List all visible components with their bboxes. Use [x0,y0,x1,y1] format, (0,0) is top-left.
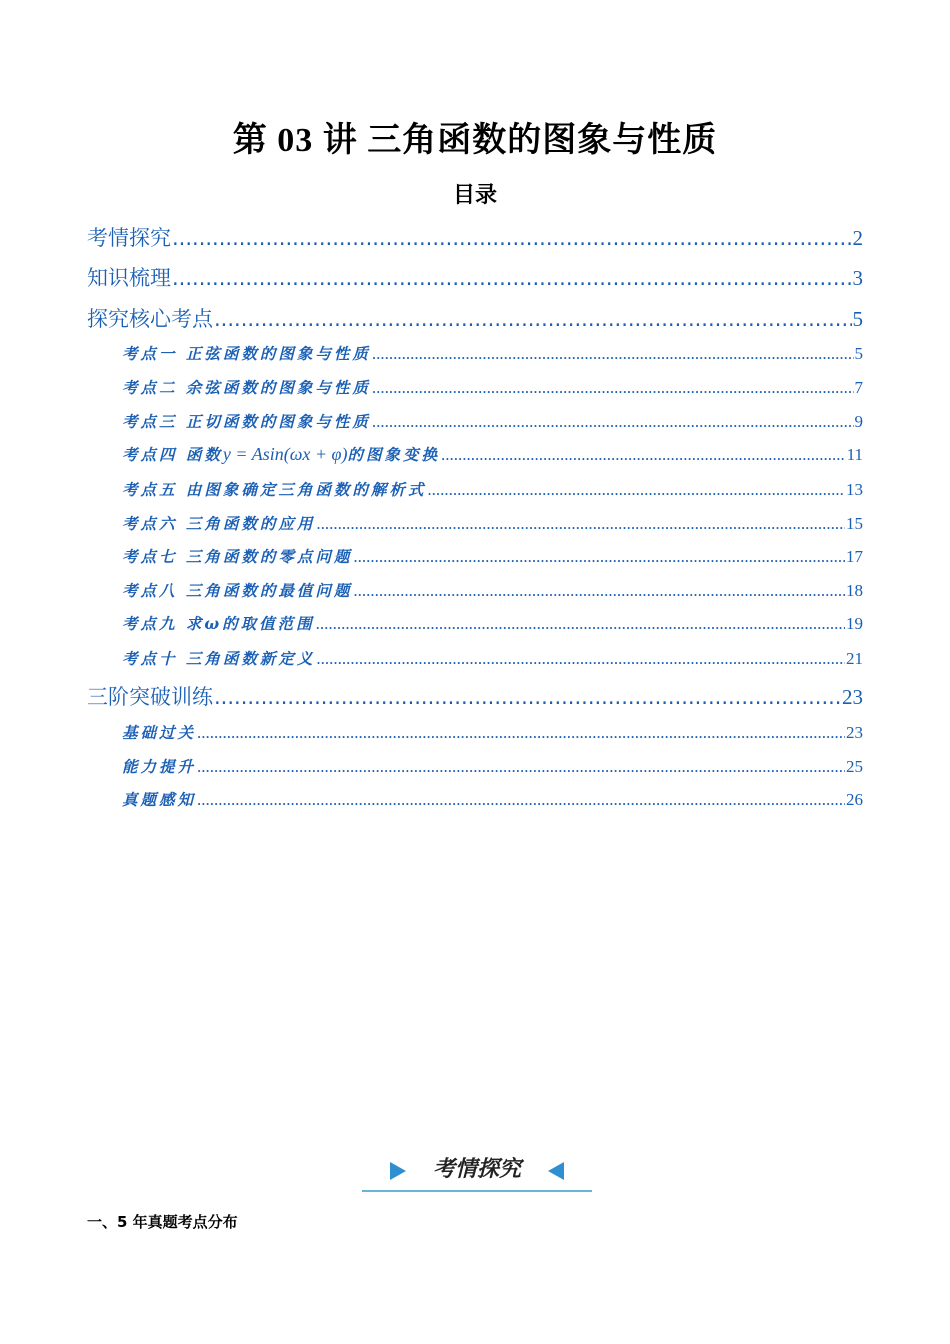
toc-item-kaodian-6[interactable] [122,512,863,534]
triangle-left-icon [548,1162,564,1180]
toc-item-sanjie[interactable] [87,681,863,711]
toc-heading: 目录 [452,182,497,207]
toc-leader [427,480,845,500]
toc-leader [353,547,845,567]
toc-leader [172,266,852,290]
toc-leader [353,581,845,601]
toc-item-page: 19 [846,614,863,633]
toc-leader [441,445,846,465]
toc-item-page: 21 [846,649,863,668]
toc-item-kaodian-4[interactable] [122,443,863,465]
toc-item-tanjiu[interactable] [87,303,863,333]
toc-item-page: 18 [846,581,863,600]
toc-leader [372,378,854,398]
toc-leader [316,514,845,534]
toc-item-nengli[interactable] [122,755,863,777]
toc-item-label-pre: 考点四 函数 [122,445,223,464]
section-heading: 一、5 年真题考点分布 [87,1213,238,1231]
toc-item-label: 考点六 三角函数的应用 [122,514,316,533]
toc-item-kaodian-2[interactable] [122,376,863,398]
toc-leader [197,723,845,743]
toc-item-label: 考情探究 [87,226,171,250]
toc-item-kaodian-1[interactable] [122,342,863,364]
toc-leader [372,344,854,364]
toc-item-page: 7 [854,378,863,397]
toc-leader [214,685,841,709]
toc-item-page: 26 [846,790,863,809]
toc-item-label-post: 的图象变换 [347,445,441,464]
toc-leader [197,790,845,810]
toc-item-zhenti[interactable] [122,788,863,810]
toc-item-page: 15 [846,514,863,533]
toc-leader [316,649,845,669]
toc-item-label: 知识梳理 [87,266,171,290]
toc-item-page: 25 [846,757,863,776]
toc-item-label: 考点二 余弦函数的图象与性质 [122,378,371,397]
page-title: 第 03 讲 三角函数的图象与性质 [232,122,718,159]
toc-item-label: 考点十 三角函数新定义 [122,649,316,668]
banner-title: 考情探究 [432,1157,521,1182]
toc-leader [172,226,852,250]
toc-item-jichu[interactable] [122,721,863,743]
toc-item-page: 5 [852,307,863,331]
formula: y = Asin(ωx + φ) [222,444,348,464]
toc-item-page: 13 [846,480,863,499]
toc-leader [197,757,845,777]
toc-item-label: 能力提升 [122,757,197,776]
toc-item-page: 3 [852,266,863,290]
toc-item-zhishi[interactable] [87,262,863,292]
toc-leader [372,412,854,432]
toc-item-kaodian-7[interactable] [122,545,863,567]
toc-item-page: 11 [846,445,863,464]
toc-item-page: 9 [854,412,863,431]
toc-item-label: 探究核心考点 [87,307,213,331]
toc-item-page: 2 [852,226,863,250]
toc-item-kaodian-5[interactable] [122,478,863,500]
toc-item-label: 考点九 求ω的取值范围 [122,614,315,633]
toc-item-kaodian-8[interactable] [122,579,863,601]
toc-item-label: 考点五 由图象确定三角函数的解析式 [122,480,427,499]
toc-item-label: 真题感知 [122,790,197,809]
toc-item-page: 23 [846,723,863,742]
banner-underline [362,1190,592,1192]
toc-item-label: 考点七 三角函数的零点问题 [122,547,353,566]
toc-item-kaoqing[interactable] [87,222,863,252]
toc-item-kaodian-3[interactable] [122,410,863,432]
toc-item-label: 考点八 三角函数的最值问题 [122,581,353,600]
toc-item-label: 基础过关 [122,723,197,742]
toc-item-kaodian-9[interactable] [122,612,863,634]
toc-item-page: 23 [842,685,863,709]
toc-item-kaodian-10[interactable] [122,647,863,669]
section-banner [362,1150,592,1194]
toc-item-page: 17 [846,547,863,566]
toc-item-page: 5 [854,344,863,363]
toc-item-label: 三阶突破训练 [87,685,213,709]
toc-leader [316,614,845,634]
toc-item-label [122,443,440,465]
toc-item-label: 考点三 正切函数的图象与性质 [122,412,371,431]
toc-leader [214,307,852,331]
toc-item-label: 考点一 正弦函数的图象与性质 [122,344,371,363]
